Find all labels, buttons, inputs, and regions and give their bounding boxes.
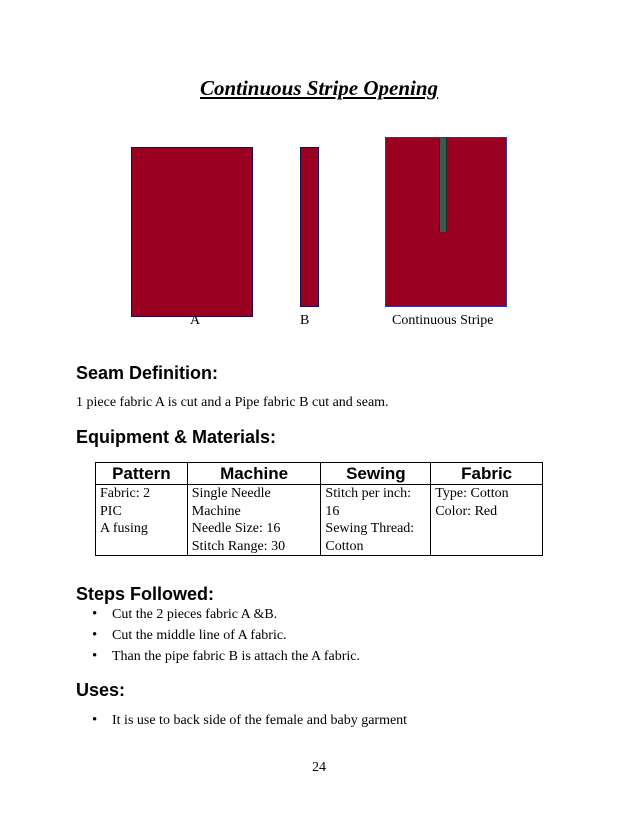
machine-cell [187, 485, 321, 556]
cell-line: Cotton [325, 538, 364, 554]
list-item: • Than the pipe fabric B is attach the A fabric. [92, 646, 360, 667]
steps-heading: Steps Followed: [76, 584, 215, 604]
column-header-sewing: Sewing [321, 463, 431, 485]
list-item: • It is use to back side of the female and baby garment [92, 710, 407, 731]
cell-line: Stitch per inch: [325, 486, 411, 501]
cell-line: Single Needle [191, 486, 271, 501]
cell-line: Stitch Range: 30 [191, 538, 286, 554]
table-row [96, 485, 543, 556]
figure-label-continuous-stripe: Continuous Stripe [392, 313, 494, 328]
page-title: Continuous Stripe Opening [199, 76, 439, 100]
fabric-cell [431, 485, 543, 556]
cell-line: Sewing Thread: [325, 521, 415, 536]
column-header-pattern: Pattern [96, 463, 188, 485]
sewing-cell [321, 485, 431, 556]
cell-line: Color: Red [435, 503, 498, 519]
fabric-a-figure [131, 147, 253, 317]
seam-definition-heading: Seam Definition: [76, 363, 219, 383]
stripe-strip [439, 138, 447, 232]
list-item: • Cut the middle line of A fabric. [92, 625, 360, 646]
uses-heading: Uses: [76, 680, 126, 700]
cell-line: A fusing [100, 521, 148, 536]
pipe-fabric-b-figure [300, 147, 319, 307]
seam-definition-text: 1 piece fabric A is cut and a Pipe fabric B cut and seam. [76, 395, 389, 410]
page-number: 24 [312, 760, 326, 775]
equipment-table [95, 462, 543, 556]
uses-list [92, 710, 407, 731]
cell-line: 16 [325, 503, 340, 519]
list-item: • Cut the 2 pieces fabric A &B. [92, 604, 360, 625]
pattern-cell [96, 485, 188, 556]
table-header-row [96, 463, 543, 485]
figure-label-a: A [190, 313, 201, 328]
cell-line: PIC [100, 503, 122, 519]
equipment-heading: Equipment & Materials: [76, 427, 277, 447]
column-header-fabric: Fabric [431, 463, 543, 485]
column-header-machine: Machine [187, 463, 321, 485]
cell-line: Machine [191, 503, 241, 519]
cell-line: Type: Cotton [435, 486, 509, 501]
figure-label-b: B [300, 313, 310, 328]
cell-line: Needle Size: 16 [191, 521, 281, 536]
steps-list [92, 604, 360, 667]
cell-line: Fabric: 2 [100, 486, 151, 501]
